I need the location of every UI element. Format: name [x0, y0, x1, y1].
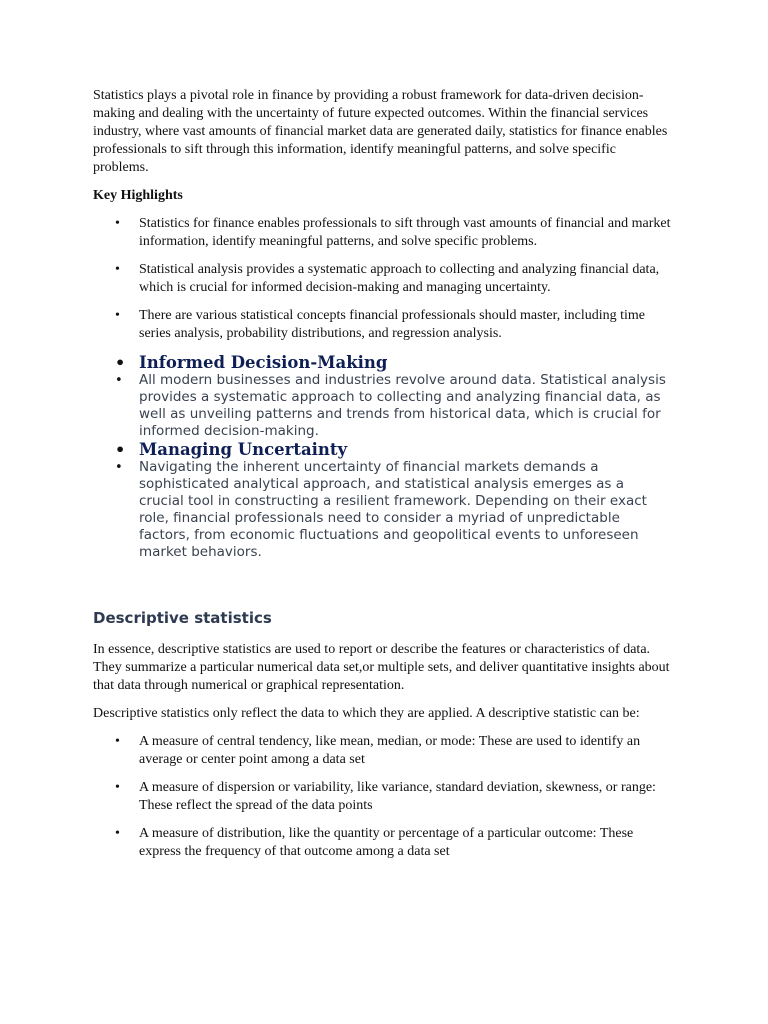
list-item: • There are various statistical concepts financial professionals should master, including time series analysis, probability distributions, and regression analysis. — [93, 307, 673, 343]
descriptive-statistics-heading: Descriptive statistics — [93, 609, 272, 627]
list-item: • Statistics for finance enables professionals to sift through vast amounts of financial and market information, identify meaningful patterns, and solve specific problems. — [93, 215, 673, 251]
informed-decision-heading: • Informed Decision-Making — [93, 353, 673, 372]
topics-list — [93, 353, 673, 561]
descriptive-paragraph-2: Descriptive statistics only reflect the data to which they are applied. A descriptive statistic can be: — [93, 706, 640, 721]
key-highlights-list — [93, 215, 673, 343]
list-item: • A measure of distribution, like the quantity or percentage of a particular outcome: These express the frequency of that outcome among a data set — [93, 825, 673, 861]
list-item: • Statistical analysis provides a systematic approach to collecting and analyzing financial data, which is crucial for informed decision-making and managing uncertainty. — [93, 261, 673, 297]
list-item: • A measure of central tendency, like mean, median, or mode: These are used to identify an average or center point among a data set — [93, 733, 673, 769]
descriptive-measures-list — [93, 733, 673, 861]
managing-uncertainty-heading: • Managing Uncertainty — [93, 440, 673, 459]
descriptive-paragraph-1: In essence, descriptive statistics are used to report or describe the features or characteristics of data. They summarize a particular numerical data set,or multiple sets, and deliver quantitative insights about that data through numerical or graphical representation. — [93, 642, 670, 693]
key-highlights-title: Key Highlights — [93, 188, 183, 203]
list-item: • A measure of dispersion or variability, like variance, standard deviation, skewness, or range: These reflect the spread of the data points — [93, 779, 673, 815]
intro-paragraph: Statistics plays a pivotal role in finance by providing a robust framework for data-driven decision-making and dealing with the uncertainty of future expected outcomes. Within the financial services industry, where vast amounts of financial market data are generated daily, statistics for finance enables professionals to sift through this information, identify meaningful patterns, and solve specific problems. — [93, 88, 668, 175]
managing-uncertainty-body: • Navigating the inherent uncertainty of financial markets demands a sophisticated analytical approach, and statistical analysis emerges as a crucial tool in constructing a resilient framework. Depending on their exact role, financial professionals need to consider a myriad of unpredictable factors, from economic fluctuations and geopolitical events to unforeseen market behaviors. — [93, 459, 673, 561]
document-page — [93, 87, 673, 871]
informed-decision-body: • All modern businesses and industries revolve around data. Statistical analysis provides a systematic approach to collecting and analyzing financial data, as well as unveiling patterns and trends from historical data, which is crucial for informed decision-making. — [93, 372, 673, 440]
